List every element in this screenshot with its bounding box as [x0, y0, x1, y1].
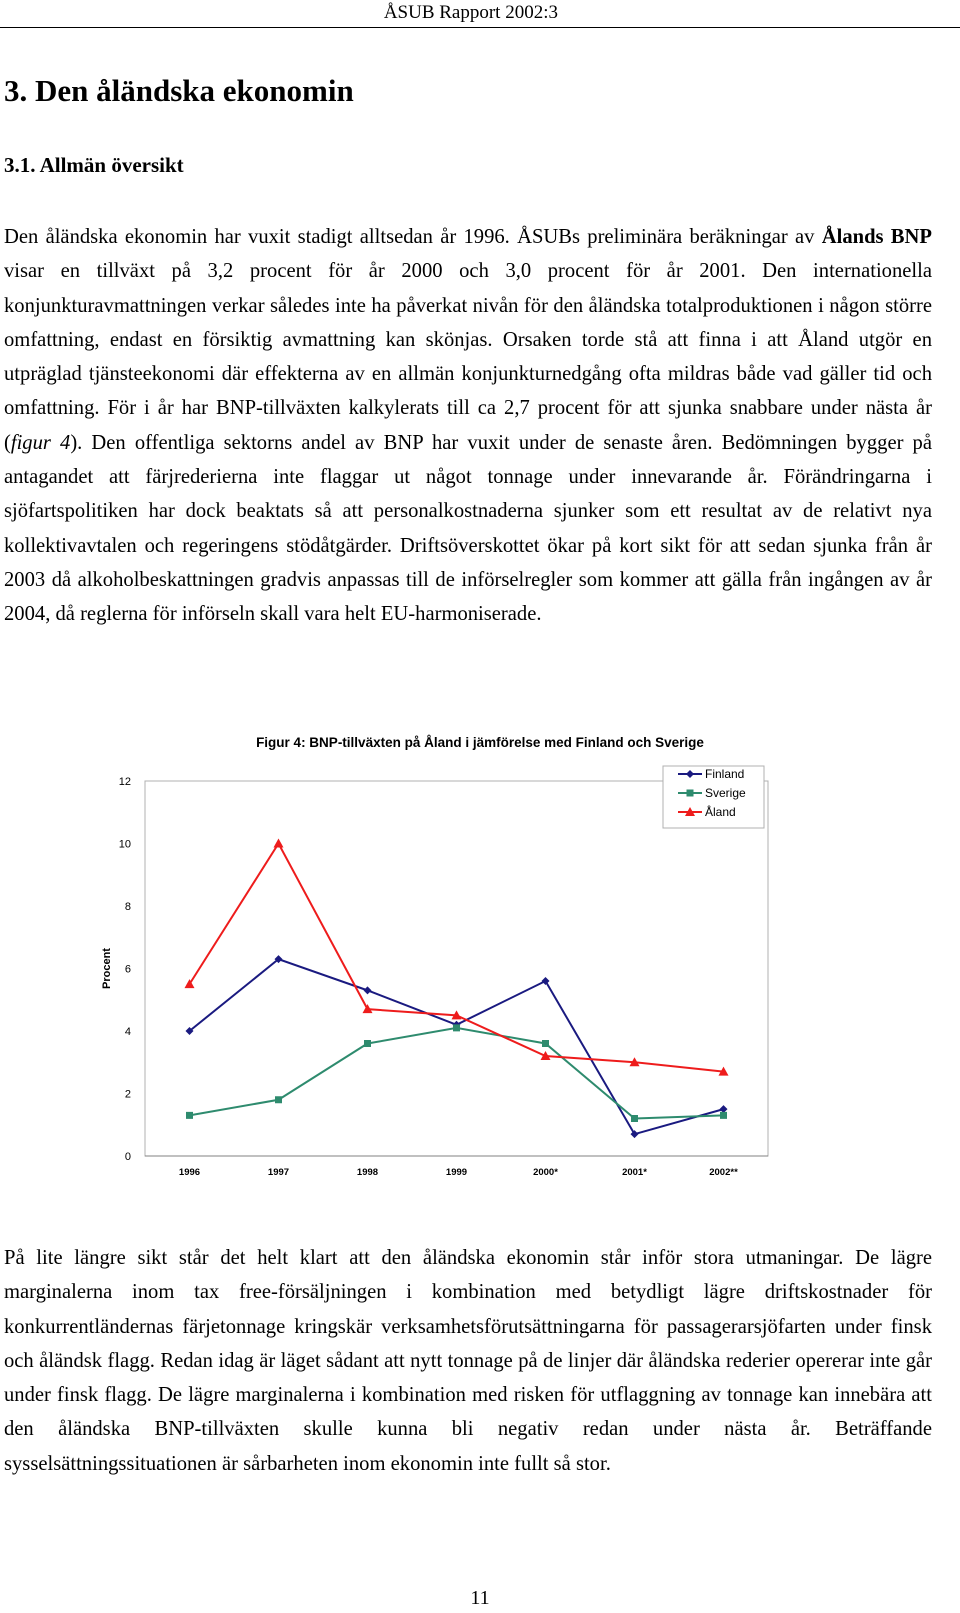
- y-axis-label: Procent: [101, 948, 113, 989]
- x-tick-label: 1997: [267, 1167, 290, 1178]
- paragraph-text: Den åländska ekonomin har vuxit stadigt alltsedan år 1996. ÅSUBs preliminära beräkningar av: [4, 226, 822, 248]
- data-point-marker: [364, 986, 372, 994]
- x-tick-label: 2002**: [709, 1167, 738, 1178]
- x-tick-label: 1998: [356, 1167, 379, 1178]
- y-tick-label: 8: [124, 901, 131, 913]
- y-tick-label: 4: [124, 1026, 131, 1038]
- data-point-marker: [542, 977, 550, 985]
- data-point-marker: [364, 1040, 371, 1047]
- y-tick-label: 12: [118, 776, 131, 788]
- legend-label: Åland: [705, 805, 736, 819]
- data-point-marker: [274, 839, 284, 848]
- figure-reference: figur 4: [10, 431, 71, 454]
- paragraph-outlook: På lite längre sikt står det helt klart att den åländska ekonomin står inför stora utmaningar. De lägre marginalerna inom tax free-försäljningen i kombination med betydligt lägre driftskostnader för konkurrentländernas färjetonnage kringskär verksamhetsförutsättningarna för passagerarsjöfarten under finsk och åländsk flagg. Redan idag är läget sådant att nytt tonnage på de linjer där åländska rederier opererar inte går under finsk flagg. De lägre marginalerna i kombination med risken för utflaggning av tonnage kan innebära att den åländska BNP-tillväxten skulle kunna bli negativ redan under nästa år. Beträffande sysselsättningssituationen är sårbarheten inom ekonomin inte fullt så stor.: [4, 1247, 932, 1475]
- data-point-marker: [631, 1115, 638, 1122]
- legend-swatch-marker: [687, 790, 694, 797]
- series-line: [190, 959, 724, 1134]
- figure-caption: Figur 4: BNP-tillväxten på Åland i jämförelse med Finland och Sverige: [256, 735, 704, 750]
- chart-legend: [663, 766, 764, 828]
- data-point-marker: [453, 1024, 460, 1031]
- subsection-title: 3.1. Allmän översikt: [4, 153, 184, 177]
- y-tick-label: 6: [124, 963, 131, 976]
- section-title: 3. Den åländska ekonomin: [4, 73, 354, 108]
- series-line: [190, 1028, 724, 1119]
- data-point-marker: [275, 1096, 282, 1103]
- running-header: ÅSUB Rapport 2002:3: [383, 2, 558, 23]
- data-point-marker: [720, 1112, 727, 1119]
- gdp-growth-line-chart: [0, 760, 960, 1180]
- chart-series: [185, 839, 729, 1139]
- legend-label: Sverige: [705, 786, 746, 800]
- legend-label: Finland: [705, 767, 745, 781]
- paragraph-intro: [4, 220, 932, 632]
- data-point-marker: [631, 1130, 639, 1138]
- header-rule: [0, 27, 960, 28]
- x-tick-label: 2000*: [533, 1167, 558, 1178]
- paragraph-bold-term: Ålands BNP: [821, 226, 932, 248]
- data-point-marker: [186, 1112, 193, 1119]
- paragraph-text: visar en tillväxt på 3,2 procent för år 2000 och 3,0 procent för år 2001. Den internationella konjunkturavmattningen verkar således inte ha påverkat nivån för den åländska totalproduktionen i någon större omfattning, endast en försiktig avmattning kan skönjas. Orsaken torde stå att finna i att Åland utgör en utpräglad tjänsteekonomi där effekterna av en allmän konjunkturnedgång ofta mildras både vad gäller tid och omfattning. För i år har BNP-tillväxten kalkylerats till ca 2,7 procent för att sjunka snabbare under nästa år (: [4, 260, 932, 454]
- data-point-marker: [542, 1040, 549, 1047]
- series-line: [190, 844, 724, 1072]
- data-point-marker: [185, 979, 195, 988]
- x-tick-label: 1999: [445, 1167, 468, 1178]
- y-tick-label: 0: [124, 1151, 131, 1163]
- page-number: 11: [470, 1587, 490, 1609]
- plot-area-border: [145, 781, 768, 1156]
- paragraph-text: ). Den offentliga sektorns andel av BNP har vuxit under de senaste åren. Bedömningen bygger på antagandet att färjrederierna inte flaggar ut något tonnage under innevarande år. Förändringarna i sjöfartspolitiken har dock beaktats så att personalkostnaderna sjunker som ett resultat av de relativt nya kollektivavtalen och regeringens stödåtgärder. Driftsöverskottet ökar på kort sikt för att sedan sjunka från år 2003 då alkoholbeskattningen gradvis anpassas till de införselregler som kommer att gälla från ingången av år 2004, då reglerna för införseln skall vara helt EU-harmoniserade.: [4, 431, 932, 626]
- x-tick-label: 1996: [178, 1167, 201, 1178]
- y-tick-label: 10: [118, 838, 131, 851]
- x-tick-label: 2001*: [622, 1167, 647, 1178]
- y-tick-label: 2: [124, 1088, 131, 1101]
